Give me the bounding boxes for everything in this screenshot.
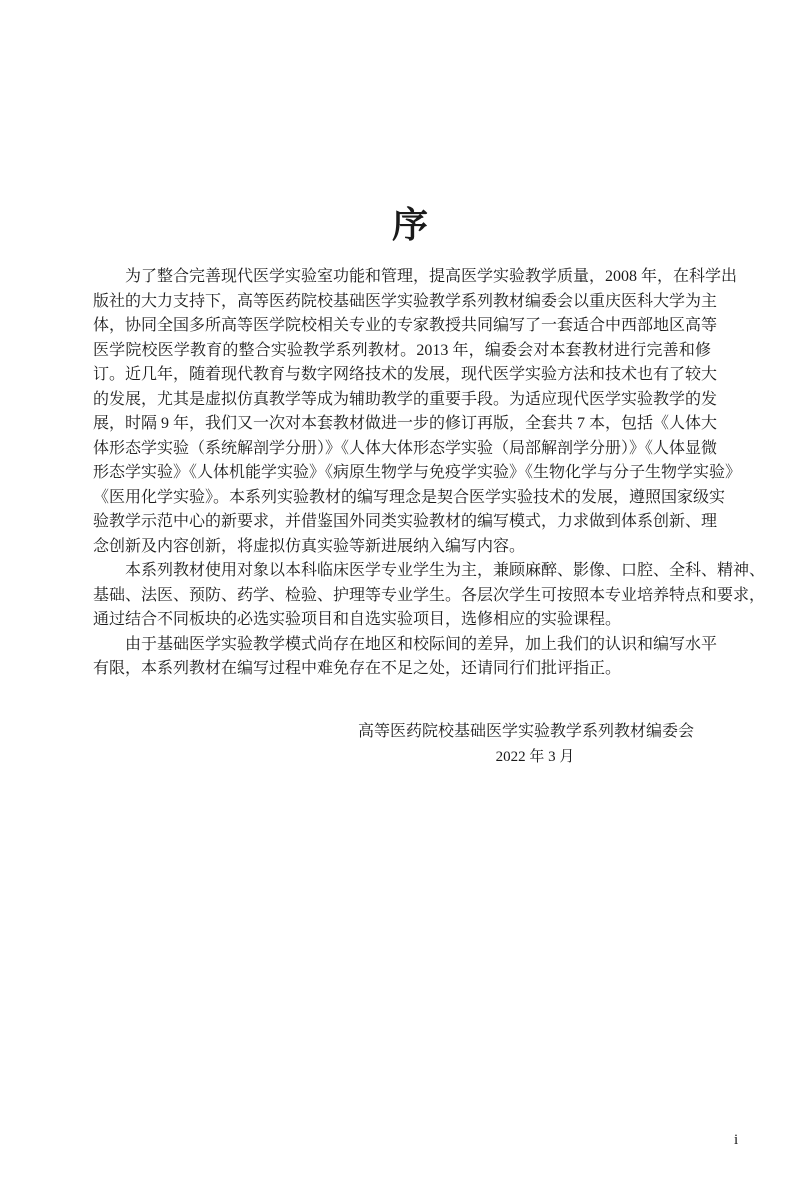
preface-body [93, 265, 766, 682]
paragraph [93, 559, 766, 633]
date: 2022 年 3 月 [495, 749, 575, 765]
text-line: 体形态学实验（系统解剖学分册）》《人体大体形态学实验（局部解剖学分册）》《人体显微 [93, 439, 718, 457]
text-line: 医学院校医学教育的整合实验教学系列教材。2013 年，编委会对本套教材进行完善和修 [93, 341, 711, 359]
text-line: 念创新及内容创新，将虚拟仿真实验等新进展纳入编写内容。 [93, 537, 526, 555]
text-line: 本系列教材使用对象以本科临床医学专业学生为主，兼顾麻醉、影像、口腔、全科、精神、 [125, 562, 766, 579]
paragraph [93, 265, 742, 559]
page-title: 序 [391, 205, 428, 245]
text-line: 为了整合完善现代医学实验室功能和管理，提高医学实验教学质量，2008 年，在科学出 [125, 268, 738, 285]
signature: 高等医药院校基础医学实验教学系列教材编委会 [358, 723, 695, 740]
text-line: 订。近几年，随着现代教育与数字网络技术的发展，现代医学实验方法和技术也有了较大 [93, 366, 718, 383]
text-line: 由于基础医学实验教学模式尚存在地区和校际间的差异，加上我们的认识和编写水平 [125, 635, 718, 653]
text-line: 体，协同全国多所高等医学院校相关专业的专家教授共同编写了一套适合中西部地区高等 [93, 317, 718, 334]
text-line: 的发展，尤其是虚拟仿真教学等成为辅助教学的重要手段。为适应现代医学实验教学的发 [93, 390, 718, 408]
text-line: 形态学实验》《人体机能学实验》《病原生物学与免疫学实验》《生物化学与分子生物学实验》 [93, 464, 742, 481]
text-line: 版社的大力支持下，高等医药院校基础医学实验教学系列教材编委会以重庆医科大学为主 [93, 292, 718, 310]
text-line: 基础、法医、预防、药学、检验、护理等专业学生。各层次学生可按照本专业培养特点和要求， [93, 586, 766, 604]
text-line: 展，时隔 9 年，我们又一次对本套教材做进一步的修订再版，全套共 7 本，包括《人体大 [93, 415, 718, 432]
text-line: 有限，本系列教材在编写过程中难免存在不足之处，还请同行们批评指正。 [93, 660, 622, 677]
text-line: 《医用化学实验》。本系列实验教材的编写理念是契合医学实验技术的发展，遵照国家级实 [93, 488, 726, 506]
text-line: 验教学示范中心的新要求，并借鉴国外同类实验教材的编写模式，力求做到体系创新、理 [93, 513, 718, 530]
page-number: i [734, 1132, 739, 1148]
paragraph [93, 633, 718, 682]
text-line: 通过结合不同板块的必选实验项目和自选实验项目，选修相应的实验课程。 [93, 611, 622, 628]
